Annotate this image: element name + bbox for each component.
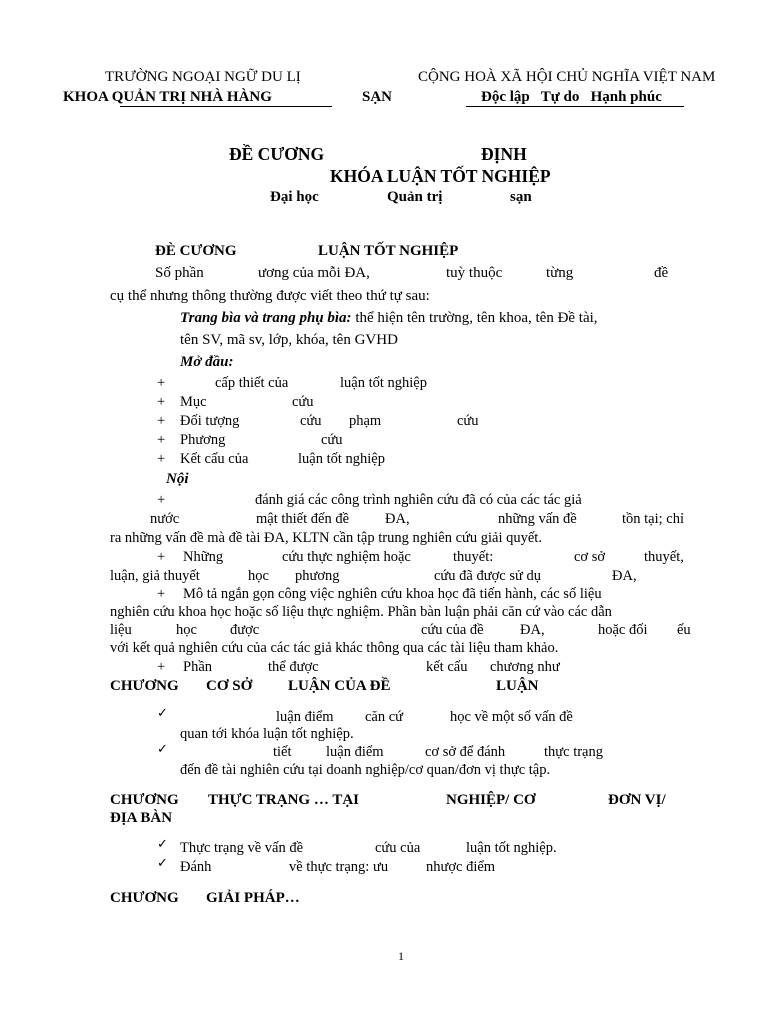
plus-marker: + — [157, 375, 166, 391]
c2-l2-e: ĐA, — [612, 568, 637, 584]
c2-d: cơ sở — [574, 549, 606, 565]
ch1-i2-l2: đến đề tài nghiên cứu tại doanh nghiệp/cơ quan/đơn vị thực tập. — [180, 762, 551, 778]
c1-l2-d: những vấn đề — [498, 511, 577, 527]
c1-a: đánh giá các công trình nghiên cứu đã có của các tác giả — [255, 492, 582, 508]
ch1-i1-l2: quan tới khóa luận tốt nghiệp. — [180, 726, 354, 742]
check-mark-icon: ✓ — [157, 742, 168, 757]
p1-word2: ương của mỗi ĐA, — [258, 265, 370, 281]
chapter1-a: CHƯƠNG — [110, 678, 179, 694]
item4-b: cứu — [321, 432, 343, 448]
item3-c: phạm — [349, 413, 382, 429]
ch2-i1-a: Thực trạng về vấn đề — [180, 840, 304, 856]
page-number: 1 — [398, 949, 404, 963]
check-mark-icon: ✓ — [157, 856, 168, 871]
c3-l2: nghiên cứu khoa học hoặc số liệu thực nghiệm. Phần bàn luận phải căn cứ vào các dẫn — [110, 604, 612, 620]
chapter2-d: ĐƠN VỊ/ — [608, 792, 666, 808]
chapter1-b: CƠ SỞ — [206, 678, 253, 694]
republic-name: CỘNG HOÀ XÃ HỘI CHỦ NGHĨA VIỆT NAM — [418, 69, 716, 85]
plus-marker: + — [157, 659, 166, 675]
ch1-i1-b: căn cứ — [365, 709, 404, 725]
item3-b: cứu — [300, 413, 322, 429]
faculty-name-cont: SẠN — [362, 89, 393, 105]
item2-b: cứu — [292, 394, 314, 410]
section-heading-a: ĐÈ CƯƠNG — [155, 243, 237, 259]
item2-a: Mục — [180, 394, 207, 410]
item4-a: Phương — [180, 432, 226, 448]
plus-marker: + — [157, 586, 166, 602]
c2-l2-b: học — [248, 568, 269, 584]
c2-b: cứu thực nghiệm hoặc — [282, 549, 411, 565]
check-mark-icon: ✓ — [157, 837, 168, 852]
section-heading-b: LUẬN TỐT NGHIỆP — [318, 243, 459, 259]
chapter2-b: THỰC TRẠNG … TẠI — [208, 792, 359, 808]
ch1-i1-a: luận điểm — [276, 709, 334, 725]
plus-marker: + — [157, 413, 166, 429]
c1-l2-a: nước — [150, 511, 180, 527]
p1-line2: cụ thể nhưng thông thường được viết theo thứ tự sau: — [110, 288, 430, 304]
ch2-i2-a: Đánh — [180, 859, 212, 875]
plus-marker: + — [157, 432, 166, 448]
ch2-i1-c: luận tốt nghiệp. — [466, 840, 557, 856]
title-line3-b: Quản trị — [387, 189, 443, 205]
chapter2-a: CHƯƠNG — [110, 792, 179, 808]
c1-l3: ra những vấn đề mà đề tài ĐA, KLTN cần tập trung nghiên cứu giải quyết. — [110, 530, 542, 546]
check-mark-icon: ✓ — [157, 706, 168, 721]
plus-marker: + — [157, 451, 166, 467]
title-line1-b: ĐỊNH — [481, 144, 527, 164]
title-line1-a: ĐỀ CƯƠNG — [229, 144, 325, 164]
cover-text: thể hiện tên trường, tên khoa, tên Đề tài, — [351, 310, 598, 326]
cover-label: Trang bìa và trang phụ bìa: — [180, 310, 352, 326]
cover-line — [180, 311, 598, 326]
c1-l2-c: ĐA, — [385, 511, 410, 527]
item1-b: luận tốt nghiệp — [340, 375, 427, 391]
ch1-i2-b: luận điểm — [326, 744, 384, 760]
plus-marker: + — [157, 394, 166, 410]
ch2-i2-b: về thực trạng: ưu — [289, 859, 389, 875]
title-line2: KHÓA LUẬN TỐT NGHIỆP — [330, 166, 551, 186]
p1-word1: Số phần — [155, 265, 204, 281]
c4-d: chương như — [490, 659, 560, 675]
c2-l2-c: phương — [295, 568, 340, 584]
c2-a: Những — [183, 549, 224, 565]
item5-a: Kết cấu của — [180, 451, 249, 467]
school-name: TRƯỜNG NGOẠI NGỮ DU LỊ — [105, 69, 301, 85]
p1-word4: từng — [546, 265, 574, 281]
title-line3-a: Đại học — [270, 189, 319, 205]
ch2-i1-b: cứu của — [375, 840, 421, 856]
c2-e: thuyết, — [644, 549, 684, 565]
chapter3-b: GIẢI PHÁP… — [206, 890, 300, 906]
c4-b: thể được — [268, 659, 319, 675]
item5-b: luận tốt nghiệp — [298, 451, 385, 467]
item1-a: cấp thiết của — [215, 375, 289, 391]
c2-c: thuyết: — [453, 549, 494, 565]
c1-l2-b: mật thiết đến đề — [256, 511, 350, 527]
plus-marker: + — [157, 549, 166, 565]
ch2-i2-c: nhược điểm — [426, 859, 496, 875]
cover-line2: tên SV, mã sv, lớp, khóa, tên GVHD — [180, 332, 398, 348]
title-line3-c: sạn — [510, 189, 532, 205]
p1-word5: đề — [654, 265, 669, 281]
faculty-underline — [120, 106, 332, 107]
c3-l1: Mô tả ngắn gọn công việc nghiên cứu khoa học đã tiến hành, các số liệu — [183, 586, 602, 602]
c3-l3-c: được — [230, 622, 260, 638]
chapter3-a: CHƯƠNG — [110, 890, 179, 906]
c3-l3-a: liệu — [110, 622, 132, 638]
chapter1-d: LUẬN — [496, 678, 539, 694]
ch1-i2-c: cơ sở để đánh — [425, 744, 506, 760]
c3-l4: với kết quả nghiên cứu của các tác giả khác thông qua các tài liệu tham khảo. — [110, 640, 559, 656]
c2-l2-a: luận, giả thuyết — [110, 568, 200, 584]
content-label: Nội — [166, 471, 189, 487]
c4-a: Phần — [183, 659, 212, 675]
ch1-i2-a: tiết — [273, 744, 292, 760]
ch1-i1-c: học về một số vấn đề — [450, 709, 573, 725]
ch1-i2-d: thực trạng — [544, 744, 603, 760]
item3-a: Đối tượng — [180, 413, 240, 429]
chapter1-c: LUẬN CỦA ĐỀ — [288, 678, 391, 694]
c3-l3-g: ếu — [677, 622, 691, 638]
c3-l3-e: ĐA, — [520, 622, 545, 638]
motto-underline — [466, 106, 684, 107]
c3-l3-f: hoặc đối — [598, 622, 648, 638]
plus-marker: + — [157, 492, 166, 508]
p1-word3: tuỳ thuộc — [446, 265, 503, 281]
intro-label: Mở đầu: — [180, 354, 234, 370]
c4-c: kết cấu — [426, 659, 468, 675]
item3-d: cứu — [457, 413, 479, 429]
chapter2-c: NGHIỆP/ CƠ — [446, 792, 536, 808]
faculty-name: KHOA QUẢN TRỊ NHÀ HÀNG — [63, 89, 272, 105]
motto: Độc lập Tự do Hạnh phúc — [481, 89, 662, 105]
c3-l3-d: cứu của đề — [421, 622, 484, 638]
c3-l3-b: học — [176, 622, 197, 638]
c2-l2-d: cứu đã được sử dụ — [434, 568, 541, 584]
chapter2-l2: ĐỊA BÀN — [110, 810, 173, 826]
c1-l2-e: tồn tại; chỉ — [622, 511, 685, 527]
